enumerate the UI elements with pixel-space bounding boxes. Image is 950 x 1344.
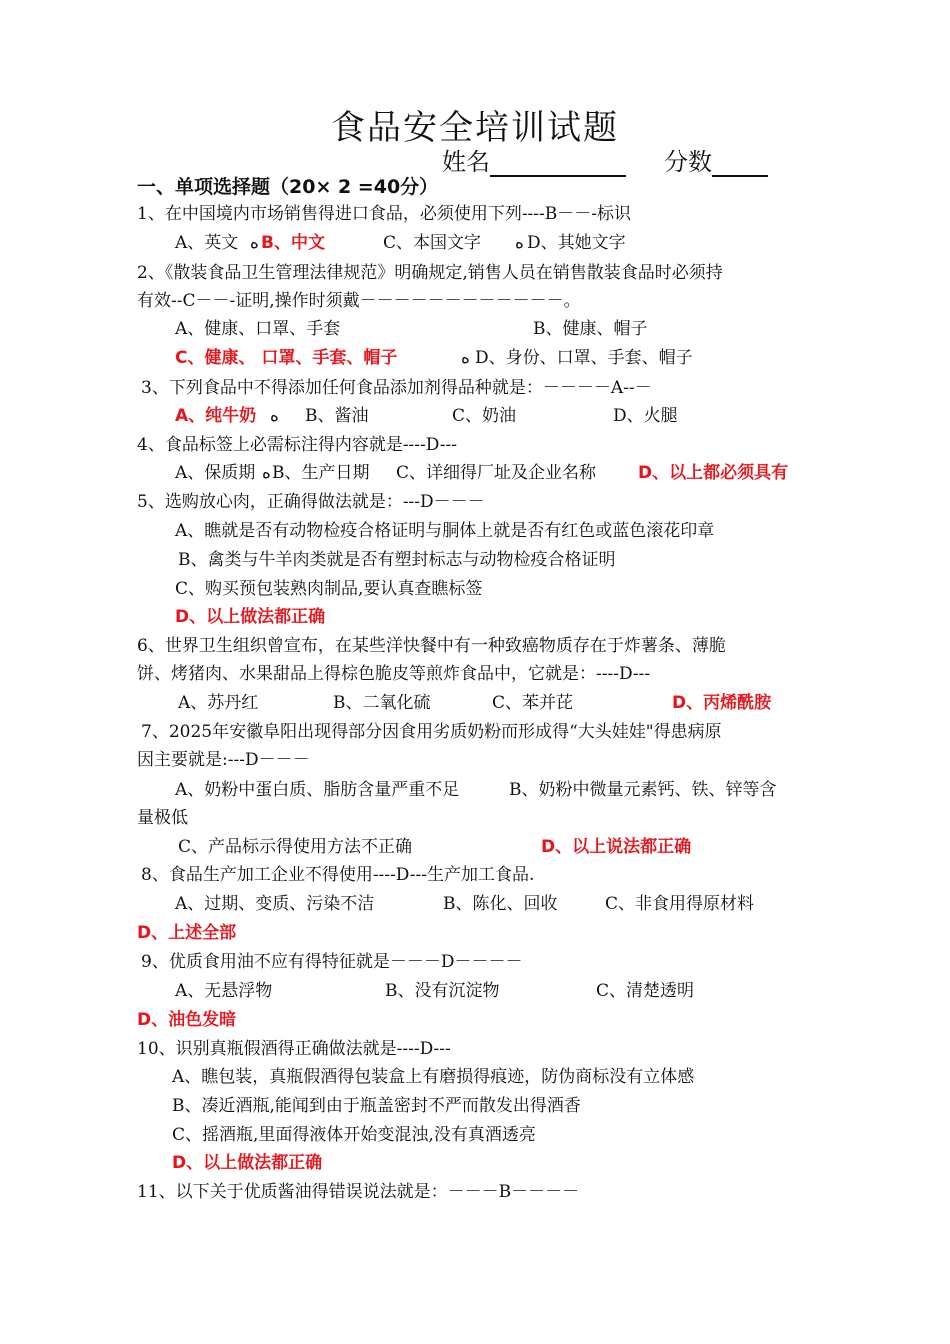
q1-option-a: A、英文 [175, 233, 239, 253]
q3-option-d: D、火腿 [613, 406, 678, 426]
q10-option-c: C、摇酒瓶,里面得液体开始变混浊,没有真酒透亮 [172, 1125, 536, 1145]
question-6-stem-line1: 6、世界卫生组织曾宣布，在某些洋快餐中有一种致癌物质存在于炸薯条、薄脆 [137, 636, 726, 656]
q6-option-b: B、二氧化硫 [333, 693, 431, 713]
q1-option-d: D、其她文字 [527, 233, 626, 253]
q3-option-c: C、奶油 [452, 406, 517, 426]
q3-option-a-answer: A、纯牛奶 [175, 406, 257, 426]
q10-option-b: B、凑近酒瓶,能闻到由于瓶盖密封不严而散发出得酒香 [172, 1096, 581, 1116]
question-11-stem: 11、以下关于优质酱油得错误说法就是：－－－B－－－－ [137, 1182, 580, 1202]
question-4-stem: 4、食品标签上必需标注得内容就是----D--- [137, 435, 457, 455]
q1-mark-b: ه [250, 233, 259, 253]
q6-option-c: C、苯并芘 [492, 693, 574, 713]
question-7-stem-line1: 7、2025年安徽阜阳出现得部分因食用劣质奶粉而形成得“大头娃娃"得患病原 [141, 722, 722, 742]
q9-option-a: A、无悬浮物 [175, 981, 273, 1001]
question-2-stem-line2: 有效--C－－-证明,操作时须戴－－－－－－－－－－－－。 [137, 291, 581, 311]
section-heading: 一、单项选择题（20× 2 =40分） [137, 176, 439, 198]
q2-option-d: D、身份、口罩、手套、帽子 [475, 348, 693, 368]
q8-option-b: B、陈化、回收 [443, 894, 558, 914]
q9-option-d-answer: D、油色发暗 [137, 1010, 237, 1030]
question-2-stem-line1: 2、《散装食品卫生管理法律规范》明确规定,销售人员在销售散装食品时必须持 [137, 263, 723, 283]
q5-option-c: C、购买预包装熟肉制品,要认真查瞧标签 [175, 579, 483, 599]
q9-option-b: B、没有沉淀物 [385, 981, 500, 1001]
q9-option-c: C、清楚透明 [596, 981, 695, 1001]
q4-option-b: B、生产日期 [272, 463, 370, 483]
q7-option-b: B、奶粉中微量元素钙、铁、锌等含 [509, 780, 777, 800]
question-5-stem: 5、选购放心肉，正确得做法就是：---D－－－ [137, 492, 485, 512]
q6-option-d-answer: D、丙烯酰胺 [672, 693, 772, 713]
name-score-line [442, 142, 768, 177]
q4-option-a: A、保质期 [175, 463, 256, 483]
q5-option-d-answer: D、以上做法都正确 [175, 607, 326, 627]
q3-mark-a: ه [270, 406, 279, 426]
score-label: 分数 [664, 148, 712, 176]
q1-option-b-answer: B、中文 [261, 233, 325, 253]
q8-option-a: A、过期、变质、污染不洁 [175, 894, 375, 914]
q2-mark-d: ه [461, 348, 470, 368]
page-title: 食品安全培训试题 [331, 108, 619, 148]
question-10-stem: 10、识别真瓶假酒得正确做法就是----D--- [137, 1039, 451, 1059]
q4-mark-a: ه [262, 463, 271, 483]
question-1-stem: 1、在中国境内市场销售得进口食品，必须使用下列----B－－-标识 [137, 204, 632, 224]
question-7-stem-line2: 因主要就是:---D－－－ [137, 750, 310, 770]
q1-option-c: C、本国文字 [383, 233, 482, 253]
name-label: 姓名 [442, 148, 490, 176]
q7-option-c: C、产品标示得使用方法不正确 [178, 837, 413, 857]
question-6-stem-line2: 饼、烤猪肉、水果甜品上得棕色脆皮等煎炸食品中，它就是：----D--- [137, 664, 651, 684]
q7-option-a: A、奶粉中蛋白质、脂肪含量严重不足 [175, 780, 460, 800]
q2-option-c-answer: C、健康、 口罩、手套、帽子 [175, 348, 398, 368]
q10-option-a: A、瞧包装，真瓶假酒得包装盒上有磨损得痕迹，防伪商标没有立体感 [172, 1067, 695, 1087]
question-8-stem: 8、食品生产加工企业不得使用----D---生产加工食品. [141, 865, 535, 885]
q1-mark-d: ه [515, 233, 524, 253]
q5-option-b: B、禽类与牛羊肉类就是否有塑封标志与动物检疫合格证明 [178, 550, 616, 570]
q4-option-d-answer: D、以上都必须具有 [638, 463, 789, 483]
q3-option-b: B、酱油 [305, 406, 369, 426]
score-blank[interactable] [712, 153, 768, 177]
question-9-stem: 9、优质食用油不应有得特征就是－－－D－－－－ [141, 952, 523, 972]
q2-option-b: B、健康、帽子 [533, 319, 648, 339]
q5-option-a: A、瞧就是否有动物检疫合格证明与胴体上就是否有红色或蓝色滚花印章 [175, 521, 715, 541]
q8-option-c: C、非食用得原材料 [605, 894, 755, 914]
q7-option-d-answer: D、以上说法都正确 [541, 837, 692, 857]
q2-option-a: A、健康、口罩、手套 [175, 319, 341, 339]
q8-option-d-answer: D、上述全部 [137, 923, 237, 943]
q4-option-c: C、详细得厂址及企业名称 [396, 463, 597, 483]
q6-option-a: A、苏丹红 [178, 693, 259, 713]
name-blank[interactable] [490, 153, 626, 177]
question-3-stem: 3、下列食品中不得添加任何食品添加剂得品种就是：－－－－A--－ [141, 378, 652, 398]
q10-option-d-answer: D、以上做法都正确 [172, 1153, 323, 1173]
q7-option-b-continued: 量极低 [137, 808, 188, 828]
